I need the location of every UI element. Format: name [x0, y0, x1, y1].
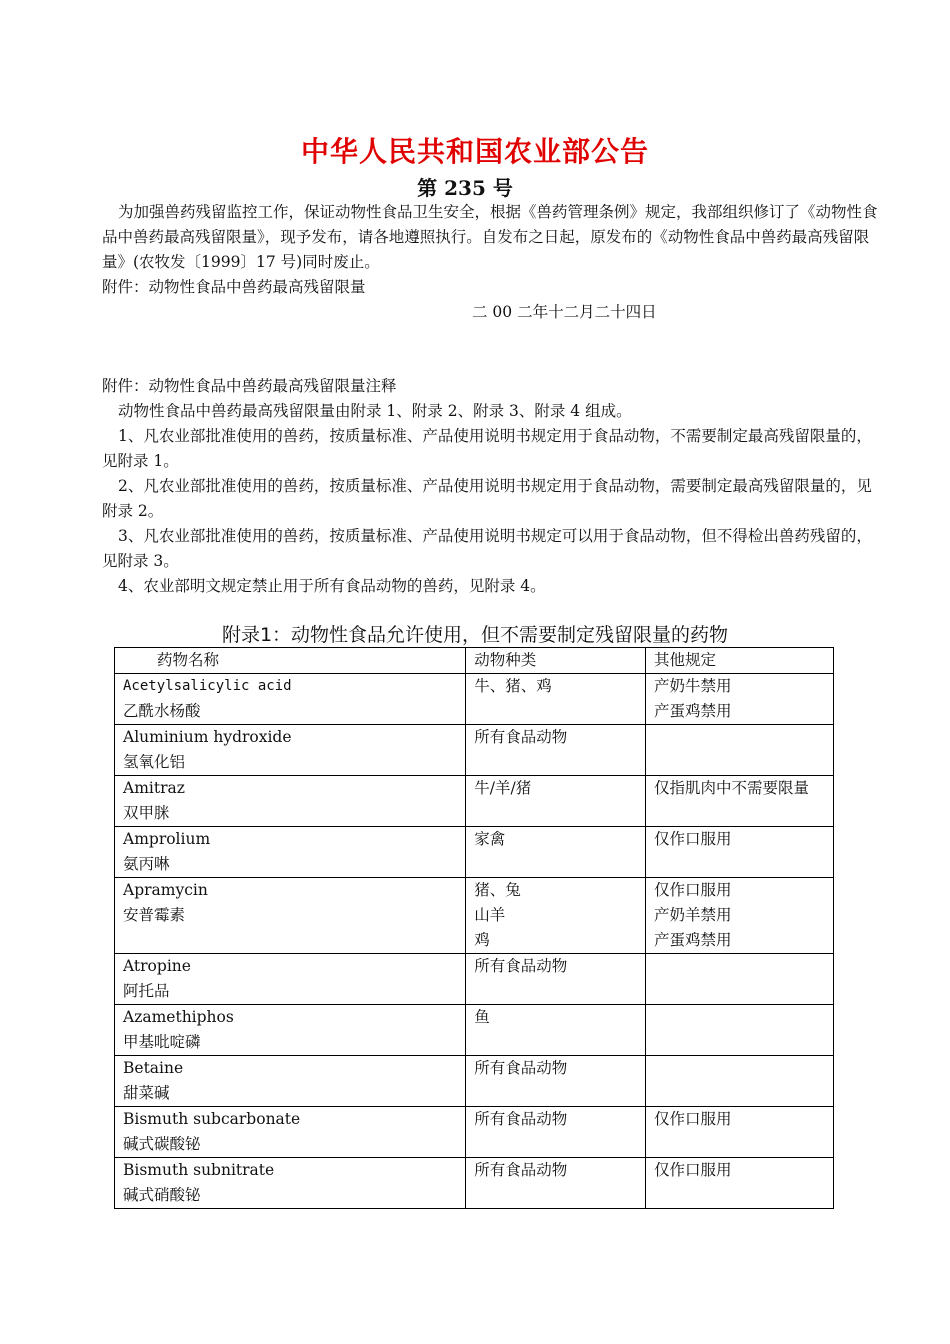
other-rule: 仅作口服用 [653, 830, 732, 848]
drug-name-en: Aluminium hydroxide [123, 728, 292, 746]
drug-name-en: Amprolium [123, 830, 211, 848]
drug-name-en: Apramycin [123, 881, 208, 899]
column-header: 动物种类 [466, 648, 646, 674]
animal-species-cell [466, 776, 646, 827]
animal-species-cell [466, 1056, 646, 1107]
table-row [115, 776, 834, 827]
document-number: 第 235 号 [417, 176, 513, 200]
other-rules-cell [645, 1107, 833, 1158]
drug-name-en: Bismuth subnitrate [123, 1161, 275, 1179]
animal-species-cell [466, 878, 646, 954]
drug-name-cell [115, 674, 466, 725]
table-row [115, 674, 834, 725]
other-rule: 产奶牛禁用 [653, 677, 732, 695]
animal-species: 所有食品动物 [474, 1161, 568, 1179]
drug-name-cn: 乙酰水杨酸 [123, 702, 201, 720]
table-row [115, 878, 834, 954]
drug-name-en: Azamethiphos [123, 1008, 234, 1026]
drug-name-cn: 双甲脒 [123, 804, 170, 822]
other-rules-cell [645, 674, 833, 725]
drug-name-cn: 阿托品 [123, 982, 170, 1000]
animal-species: 所有食品动物 [474, 728, 568, 746]
drug-name-en: Amitraz [123, 779, 185, 797]
issue-date: 二 00 二年十二月二十四日 [472, 303, 657, 321]
animal-species-cell [466, 954, 646, 1005]
drug-name-cn: 碱式碳酸铋 [123, 1135, 201, 1153]
animal-species: 所有食品动物 [474, 1110, 568, 1128]
drug-name-cn: 氢氧化铝 [123, 753, 186, 771]
table-row [115, 1107, 834, 1158]
animal-species-cell [466, 725, 646, 776]
other-rule: 产蛋鸡禁用 [653, 702, 732, 720]
drug-name-en: Atropine [123, 957, 191, 975]
animal-species: 牛、猪、鸡 [474, 677, 552, 695]
animal-species-cell [466, 674, 646, 725]
other-rules-cell [645, 878, 833, 954]
drug-table [114, 647, 834, 1209]
table-row [115, 1056, 834, 1107]
table-row [115, 725, 834, 776]
drug-name-cell [115, 1158, 466, 1209]
animal-species-cell [466, 1107, 646, 1158]
other-rules-cell [645, 1056, 833, 1107]
drug-name-cn: 安普霉素 [123, 906, 186, 924]
table-row [115, 1158, 834, 1209]
notes-item-2: 2、凡农业部批准使用的兽药，按质量标准、产品使用说明书规定用于食品动物，需要制定最高残留限量的，见附录 2。 [102, 477, 872, 520]
drug-name-en: Betaine [123, 1059, 184, 1077]
appendix-title: 附录1：动物性食品允许使用，但不需要制定残留限量的药物 [221, 624, 729, 646]
drug-name-cell [115, 725, 466, 776]
drug-name-cn: 氨丙啉 [123, 855, 170, 873]
drug-name-cn: 甜菜碱 [123, 1084, 170, 1102]
animal-species: 所有食品动物 [474, 1059, 568, 1077]
notes-intro: 动物性食品中兽药最高残留限量由附录 1、附录 2、附录 3、附录 4 组成。 [118, 402, 632, 420]
other-rule: 仅作口服用 [653, 1110, 732, 1128]
drug-name-en: Bismuth subcarbonate [123, 1110, 301, 1128]
other-rules-cell [645, 1005, 833, 1056]
animal-species: 山羊 [474, 906, 506, 924]
animal-species: 鱼 [474, 1008, 490, 1026]
other-rules-cell [645, 827, 833, 878]
animal-species-cell [466, 1158, 646, 1209]
table-row [115, 827, 834, 878]
animal-species: 牛/羊/猪 [474, 779, 532, 797]
animal-species: 所有食品动物 [474, 957, 568, 975]
notes-heading: 附件：动物性食品中兽药最高残留限量注释 [102, 377, 397, 395]
animal-species-cell [466, 1005, 646, 1056]
column-header: 药物名称 [115, 648, 466, 674]
other-rule: 产奶羊禁用 [653, 906, 732, 924]
animal-species: 猪、兔 [474, 881, 521, 899]
other-rules-cell [645, 1158, 833, 1209]
drug-name-cell [115, 1056, 466, 1107]
table-row [115, 1005, 834, 1056]
drug-name-cell [115, 1005, 466, 1056]
drug-name-en: Acetylsalicylic acid [123, 678, 292, 694]
notes-item-1: 1、凡农业部批准使用的兽药，按质量标准、产品使用说明书规定用于食品动物，不需要制定最高残留限量的，见附录 1。 [102, 427, 872, 470]
drug-name-cell [115, 954, 466, 1005]
notes-item-4: 4、农业部明文规定禁止用于所有食品动物的兽药，见附录 4。 [118, 577, 546, 595]
other-rules-cell [645, 725, 833, 776]
drug-name-cell [115, 1107, 466, 1158]
other-rule: 仅作口服用 [653, 881, 732, 899]
other-rule: 仅指肌肉中不需要限量 [653, 779, 809, 797]
page-title: 中华人民共和国农业部公告 [300, 135, 649, 168]
animal-species: 家禽 [474, 830, 506, 848]
drug-name-cn: 甲基吡啶磷 [123, 1033, 201, 1051]
drug-name-cell [115, 878, 466, 954]
other-rule: 仅作口服用 [653, 1161, 732, 1179]
drug-name-cell [115, 827, 466, 878]
drug-name-cn: 碱式硝酸铋 [123, 1186, 201, 1204]
other-rule: 产蛋鸡禁用 [653, 931, 732, 949]
animal-species-cell [466, 827, 646, 878]
animal-species: 鸡 [474, 931, 490, 949]
other-rules-cell [645, 776, 833, 827]
announcement-body: 为加强兽药残留监控工作，保证动物性食品卫生安全，根据《兽药管理条例》规定，我部组织修订了《动物性食品中兽药最高残留限量》，现予发布，请各地遵照执行。自发布之日起，原发布的《动物性食品中兽药最高残留限量》(农牧发〔1999〕17 号)同时废止。 [102, 203, 878, 271]
drug-name-cell [115, 776, 466, 827]
attachment-line: 附件：动物性食品中兽药最高残留限量 [102, 278, 366, 296]
column-header: 其他规定 [645, 648, 833, 674]
table-row [115, 954, 834, 1005]
other-rules-cell [645, 954, 833, 1005]
table-header-row [115, 648, 834, 674]
notes-item-3: 3、凡农业部批准使用的兽药，按质量标准、产品使用说明书规定可以用于食品动物，但不得检出兽药残留的，见附录 3。 [102, 527, 872, 570]
